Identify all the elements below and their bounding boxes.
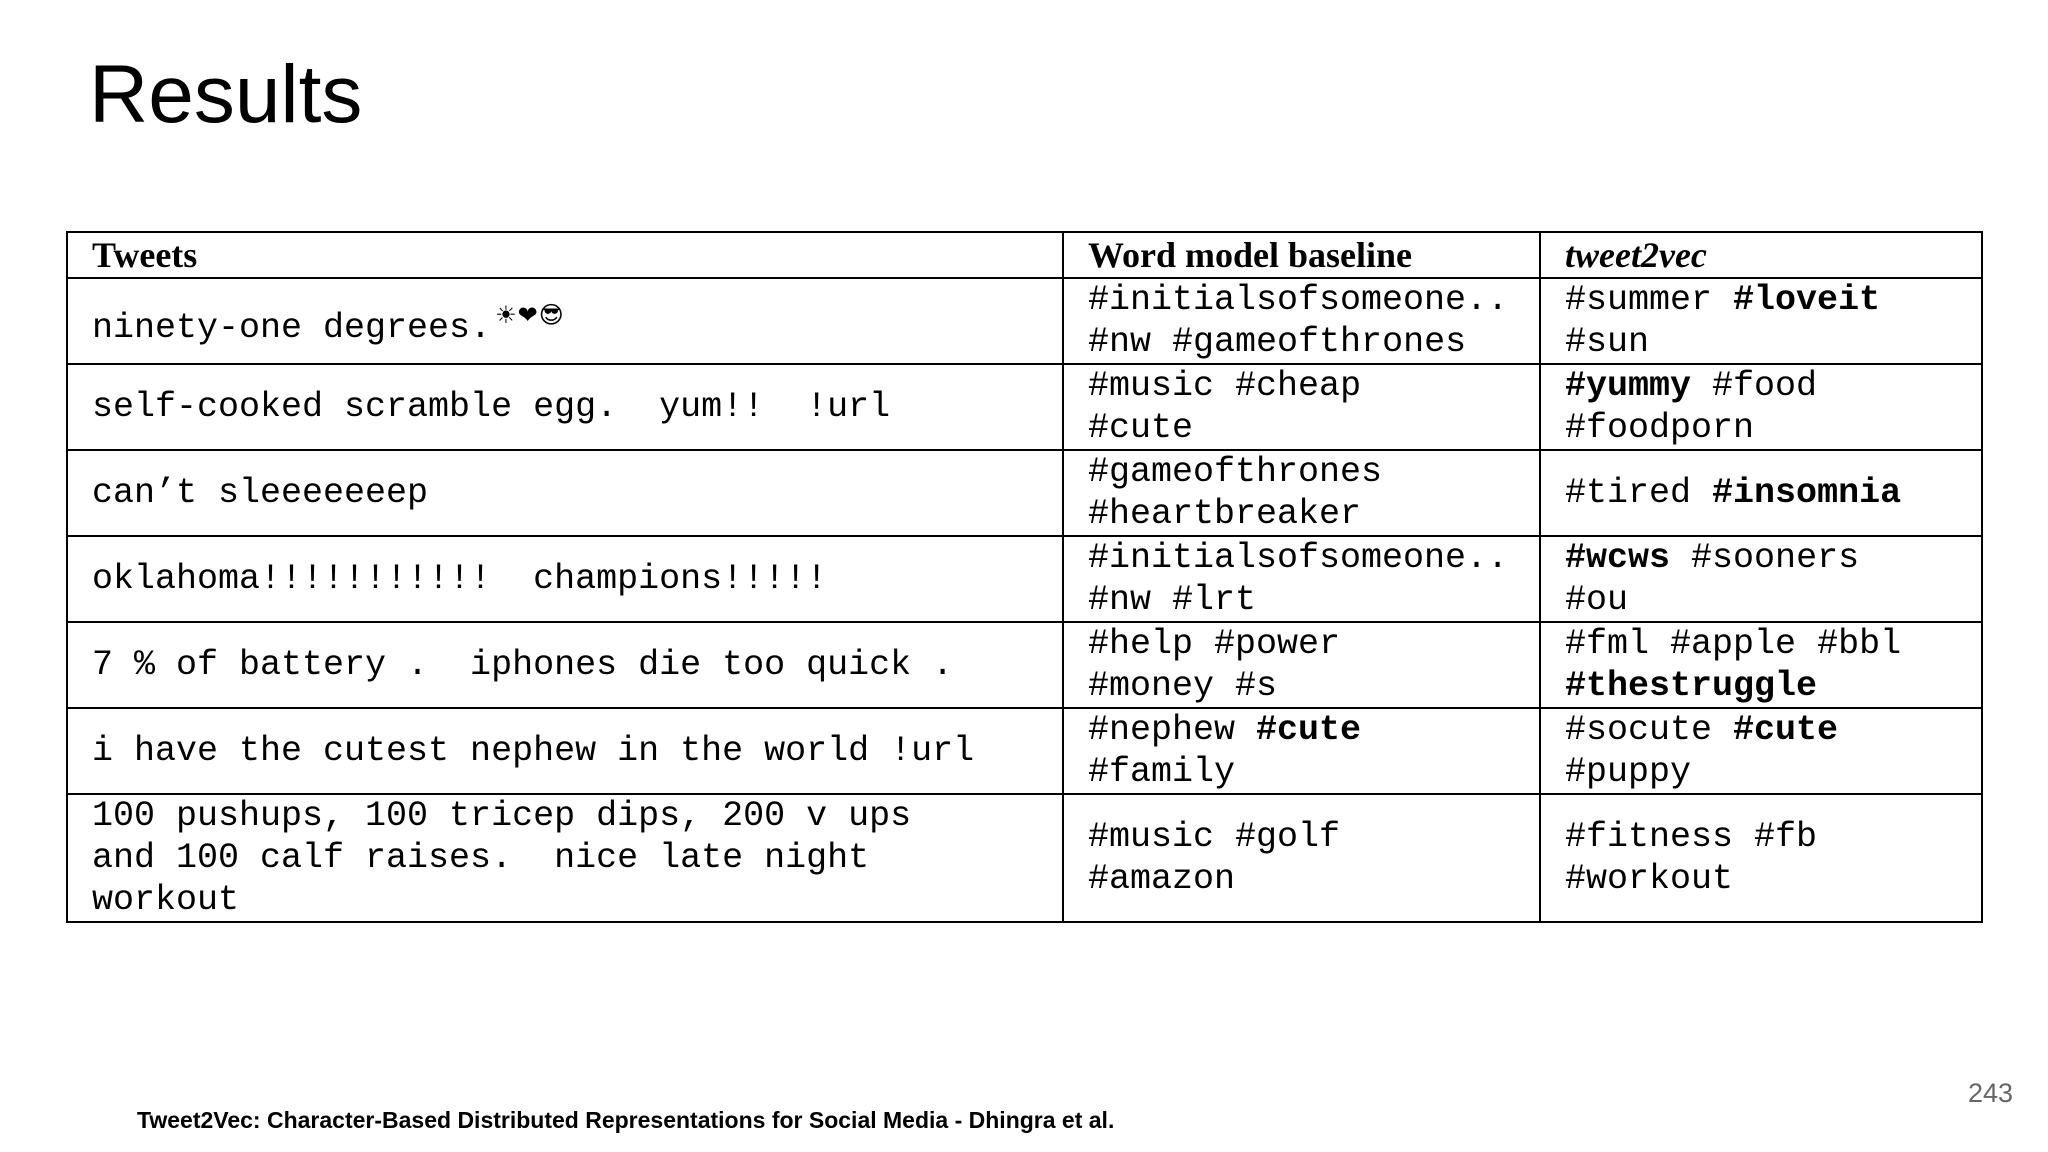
baseline-hashtags-cell [1063, 794, 1540, 922]
tweet-cell [67, 278, 1063, 364]
hashtag: #golf [1235, 817, 1341, 857]
hashtag: #food [1712, 366, 1818, 406]
hashtag: #puppy [1565, 752, 1692, 792]
tweet-text-line: 7 % of battery . iphones die too quick . [92, 645, 954, 685]
table-header-row [67, 232, 1982, 278]
table-row [67, 364, 1982, 450]
hashtag-line [1565, 623, 1981, 665]
table-row [67, 708, 1982, 794]
tweet-cell [67, 364, 1063, 450]
header-word-model-baseline: Word model baseline [1063, 232, 1540, 278]
hashtag-line [1088, 816, 1539, 858]
hashtag-highlighted: #cute [1733, 710, 1839, 750]
hashtag-line [1088, 623, 1539, 665]
hashtag-line [1565, 709, 1981, 751]
table-row [67, 278, 1982, 364]
baseline-hashtags-cell [1063, 622, 1540, 708]
hashtag-line [1088, 321, 1539, 363]
citation-footer: Tweet2Vec: Character-Based Distributed Representations for Social Media - Dhingra et al. [137, 1107, 1115, 1133]
hashtag: #heartbreaker [1088, 494, 1362, 534]
hashtag-line [1088, 665, 1539, 707]
emoji-icons: ☀❤😎 [495, 300, 565, 329]
hashtag-highlighted: #thestruggle [1565, 666, 1818, 706]
hashtag: #cute [1088, 408, 1194, 448]
tweet-text-line: can’t sleeeeeeep [92, 473, 429, 513]
hashtag-line [1088, 751, 1539, 793]
tweet-text-line: ninety-one degrees. [92, 307, 492, 348]
hashtag: #s [1235, 666, 1278, 706]
hashtag: #fb [1754, 817, 1818, 857]
hashtag-line [1088, 493, 1539, 535]
hashtag: #tired [1565, 473, 1692, 513]
hashtag: #gameofthrones [1172, 322, 1467, 362]
tweet-text-line: and 100 calf raises. nice late night [92, 838, 870, 878]
hashtag-line [1088, 451, 1539, 493]
tweet2vec-hashtags-cell [1540, 278, 1982, 364]
hashtag-highlighted: #cute [1256, 710, 1362, 750]
hashtag-line [1088, 365, 1539, 407]
hashtag-line [1088, 407, 1539, 449]
hashtag: #nephew [1088, 710, 1236, 750]
baseline-hashtags-cell [1063, 708, 1540, 794]
baseline-hashtags-cell [1063, 450, 1540, 536]
hashtag: #ou [1565, 580, 1629, 620]
hashtag-highlighted: #yummy [1565, 366, 1692, 406]
hashtag: #apple [1670, 624, 1797, 664]
hashtag-line [1565, 537, 1981, 579]
hashtag: #initialsofsomeone.. [1088, 280, 1509, 320]
hashtag: #fml [1565, 624, 1650, 664]
hashtag-line [1088, 709, 1539, 751]
table-row [67, 536, 1982, 622]
hashtag: #amazon [1088, 859, 1236, 899]
tweet2vec-hashtags-cell [1540, 536, 1982, 622]
hashtag-highlighted: #loveit [1733, 280, 1881, 320]
tweet-text-line: workout [92, 880, 240, 920]
hashtag: #nw [1088, 322, 1152, 362]
tweet-cell [67, 708, 1063, 794]
tweet-cell [67, 536, 1063, 622]
hashtag: #lrt [1172, 580, 1257, 620]
header-tweets: Tweets [67, 232, 1063, 278]
hashtag: #initialsofsomeone.. [1088, 538, 1509, 578]
hashtag: #sun [1565, 322, 1650, 362]
baseline-hashtags-cell [1063, 536, 1540, 622]
hashtag-line [1088, 579, 1539, 621]
tweet-text-line: self-cooked scramble egg. yum!! !url [92, 387, 891, 427]
hashtag: #sooners [1691, 538, 1860, 578]
tweet-cell [67, 794, 1063, 922]
hashtag-line [1565, 579, 1981, 621]
hashtag: #nw [1088, 580, 1152, 620]
hashtag-line [1088, 279, 1539, 321]
hashtag: #foodporn [1565, 408, 1755, 448]
tweet-cell [67, 450, 1063, 536]
hashtag: #cheap [1235, 366, 1362, 406]
hashtag: #socute [1565, 710, 1713, 750]
hashtag: #power [1214, 624, 1341, 664]
hashtag: #fitness [1565, 817, 1734, 857]
baseline-hashtags-cell [1063, 364, 1540, 450]
hashtag-line [1565, 816, 1981, 858]
hashtag-line [1565, 472, 1981, 514]
table-row [67, 450, 1982, 536]
tweet2vec-hashtags-cell [1540, 708, 1982, 794]
hashtag: #bbl [1817, 624, 1902, 664]
tweet-cell [67, 622, 1063, 708]
hashtag-line [1565, 407, 1981, 449]
hashtag: #money [1088, 666, 1215, 706]
hashtag: #family [1088, 752, 1236, 792]
hashtag: #workout [1565, 859, 1734, 899]
tweet2vec-hashtags-cell [1540, 622, 1982, 708]
hashtag: #summer [1565, 280, 1713, 320]
tweet2vec-hashtags-cell [1540, 794, 1982, 922]
table-body [67, 278, 1982, 922]
results-table [66, 231, 1983, 923]
header-tweet2vec: tweet2vec [1540, 232, 1982, 278]
tweet-text-line: i have the cutest nephew in the world !url [92, 731, 975, 771]
hashtag: #help [1088, 624, 1194, 664]
hashtag-line [1088, 858, 1539, 900]
hashtag-line [1088, 537, 1539, 579]
hashtag-highlighted: #insomnia [1712, 473, 1902, 513]
hashtag-highlighted: #wcws [1565, 538, 1671, 578]
tweet-text-line: 100 pushups, 100 tricep dips, 200 v ups [92, 796, 912, 836]
hashtag-line [1565, 365, 1981, 407]
slide-title: Results [89, 49, 363, 140]
tweet-text-line: oklahoma!!!!!!!!!!! champions!!!!! [92, 559, 828, 599]
hashtag: #gameofthrones [1088, 452, 1383, 492]
hashtag-line [1565, 279, 1981, 321]
hashtag-line [1565, 321, 1981, 363]
hashtag: #music [1088, 366, 1215, 406]
table-row [67, 622, 1982, 708]
tweet2vec-hashtags-cell [1540, 364, 1982, 450]
hashtag-line [1565, 751, 1981, 793]
page-number: 243 [1967, 1078, 2013, 1108]
hashtag-line [1565, 665, 1981, 707]
hashtag-line [1565, 858, 1981, 900]
table-row [67, 794, 1982, 922]
tweet2vec-hashtags-cell [1540, 450, 1982, 536]
hashtag: #music [1088, 817, 1215, 857]
baseline-hashtags-cell [1063, 278, 1540, 364]
